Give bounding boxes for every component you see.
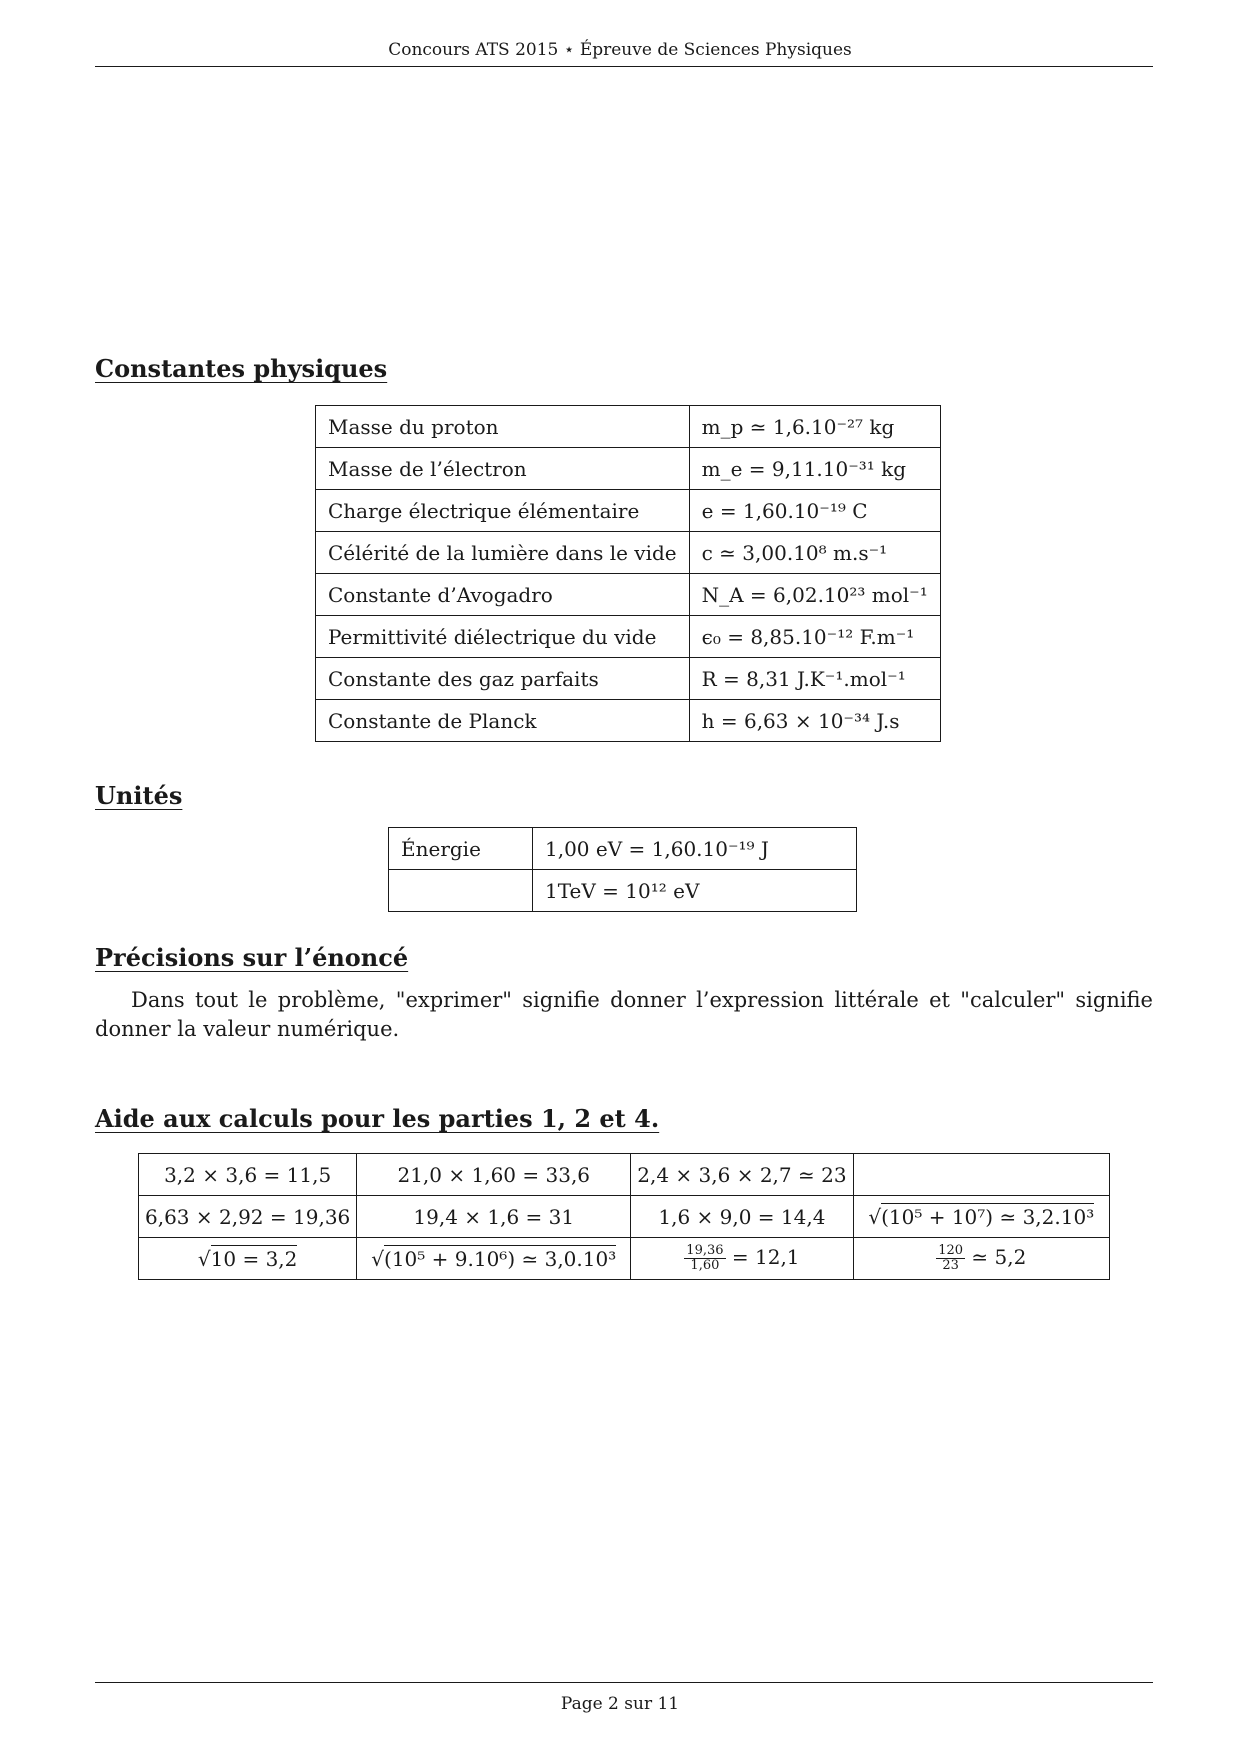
constants-title: Constantes physiques (95, 354, 388, 383)
constants-table (315, 405, 941, 742)
constant-row-label: Charge électrique élémentaire (316, 490, 690, 532)
sqrt-sign-icon: √ (197, 1246, 211, 1271)
fraction-denominator: 23 (942, 1258, 959, 1273)
calc-cell: 3,2 × 3,6 = 11,5 (139, 1154, 357, 1196)
constant-row (316, 700, 941, 742)
constant-row-value: h = 6,63 × 10⁻³⁴ J.s (689, 700, 940, 742)
units-table (388, 827, 857, 912)
unit-row-value: 1TeV = 10¹² eV (533, 870, 857, 912)
constant-row (316, 448, 941, 490)
calc-table (138, 1153, 1110, 1280)
constant-row-value: N_A = 6,02.10²³ mol⁻¹ (689, 574, 940, 616)
constant-row-label: Permittivité diélectrique du vide (316, 616, 690, 658)
sqrt-sign-icon: √ (371, 1246, 385, 1271)
unit-row-label (389, 870, 533, 912)
calc-cell (853, 1196, 1109, 1238)
sqrt-sign-icon: √ (868, 1204, 882, 1229)
constant-row (316, 406, 941, 448)
calc-row (139, 1154, 1110, 1196)
precisions-paragraph: Dans tout le problème, "exprimer" signifie donner l’expression littérale et "calculer" signifie donner la valeur numérique. (95, 988, 1153, 1041)
unit-row-label: Énergie (389, 828, 533, 870)
calc-cell (631, 1238, 853, 1280)
fraction-numerator: 19,36 (686, 1243, 724, 1258)
constant-row-label: Constante d’Avogadro (316, 574, 690, 616)
constant-row (316, 658, 941, 700)
calc-row (139, 1196, 1110, 1238)
header-rule (95, 66, 1153, 67)
fraction-numerator: 120 (938, 1243, 964, 1258)
fraction-denominator: 1,60 (690, 1258, 720, 1273)
calc-cell: 21,0 × 1,60 = 33,6 (357, 1154, 631, 1196)
calc-cell: 6,63 × 2,92 = 19,36 (139, 1196, 357, 1238)
constant-row-label: Constante de Planck (316, 700, 690, 742)
constant-row (316, 616, 941, 658)
calc-cell (357, 1238, 631, 1280)
calc-title: Aide aux calculs pour les parties 1, 2 et 4. (95, 1104, 660, 1133)
calc-row (139, 1238, 1110, 1280)
calc-cell-expr: = 12,1 (731, 1245, 800, 1269)
fraction (936, 1244, 965, 1273)
constant-row-label: Masse du proton (316, 406, 690, 448)
page-header: Concours ATS 2015 ⋆ Épreuve de Sciences Physiques (388, 40, 852, 60)
calc-cell (853, 1238, 1109, 1280)
footer-rule (95, 1682, 1153, 1683)
unit-row (389, 828, 857, 870)
constant-row (316, 574, 941, 616)
constant-row-value: m_p ≃ 1,6.10⁻²⁷ kg (689, 406, 940, 448)
constant-row-label: Célérité de la lumière dans le vide (316, 532, 690, 574)
precisions-title: Précisions sur l’énoncé (95, 943, 409, 972)
calc-cell: 1,6 × 9,0 = 14,4 (631, 1196, 853, 1238)
constant-row-value: c ≃ 3,00.10⁸ m.s⁻¹ (689, 532, 940, 574)
constant-row-value: ϵ₀ = 8,85.10⁻¹² F.m⁻¹ (689, 616, 940, 658)
unit-row-value: 1,00 eV = 1,60.10⁻¹⁹ J (533, 828, 857, 870)
constant-row-value: m_e = 9,11.10⁻³¹ kg (689, 448, 940, 490)
constant-row-value: e = 1,60.10⁻¹⁹ C (689, 490, 940, 532)
constant-row (316, 490, 941, 532)
calc-cell: 19,4 × 1,6 = 31 (357, 1196, 631, 1238)
constant-row (316, 532, 941, 574)
constant-row-label: Constante des gaz parfaits (316, 658, 690, 700)
calc-cell-expr: (10⁵ + 9.10⁶) ≃ 3,0.10³ (384, 1246, 617, 1271)
fraction (684, 1244, 725, 1273)
unit-row (389, 870, 857, 912)
calc-cell-expr: ≃ 5,2 (971, 1245, 1027, 1269)
calc-cell-expr: (10⁵ + 10⁷) ≃ 3,2.10³ (881, 1204, 1095, 1229)
constant-row-label: Masse de l’électron (316, 448, 690, 490)
page-footer: Page 2 sur 11 (560, 1694, 680, 1714)
constant-row-value: R = 8,31 J.K⁻¹.mol⁻¹ (689, 658, 940, 700)
calc-cell-expr: 10 = 3,2 (210, 1246, 298, 1271)
calc-cell: 2,4 × 3,6 × 2,7 ≃ 23 (631, 1154, 853, 1196)
units-title: Unités (95, 781, 183, 810)
calc-cell (139, 1238, 357, 1280)
calc-cell (853, 1154, 1109, 1196)
